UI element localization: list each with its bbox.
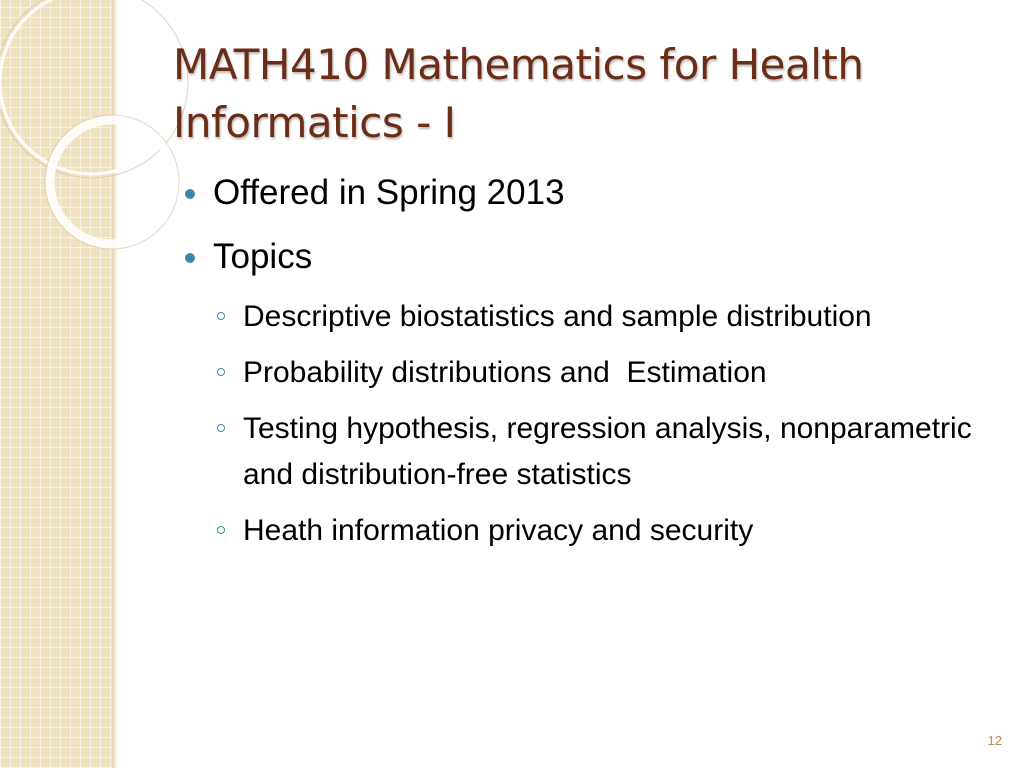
page-number: 12 (987, 733, 1002, 748)
sub-bullet-item (213, 406, 983, 498)
bullet-item (183, 234, 983, 280)
sub-bullet-text: Testing hypothesis, regression analysis, nonparametric and distribution-free statistics (243, 412, 972, 491)
ring-bullet-icon (217, 526, 225, 534)
bullet-text: Topics (213, 237, 313, 276)
sub-bullet-item (213, 350, 983, 396)
bullet-dot-icon (185, 189, 195, 199)
slide-title: MATH410 Mathematics for Health Informatics - I (173, 40, 864, 147)
bullet-dot-icon (185, 253, 195, 263)
ring-bullet-icon (217, 312, 225, 320)
sub-bullet-text: Heath information privacy and security (243, 514, 754, 547)
sub-bullet-text: Probability distributions and Estimation (243, 356, 767, 389)
ring-bullet-icon (217, 424, 225, 432)
bullet-text: Offered in Spring 2013 (213, 173, 565, 212)
slide-body (183, 170, 983, 564)
sub-bullet-item (213, 508, 983, 554)
decorative-strip-edge (112, 0, 118, 768)
sub-bullet-item (213, 294, 983, 340)
decorative-side-strip (0, 0, 112, 768)
ring-bullet-icon (217, 368, 225, 376)
bullet-item (183, 170, 983, 216)
sub-bullet-text: Descriptive biostatistics and sample distribution (243, 300, 872, 333)
topics-sub-list (183, 294, 983, 554)
